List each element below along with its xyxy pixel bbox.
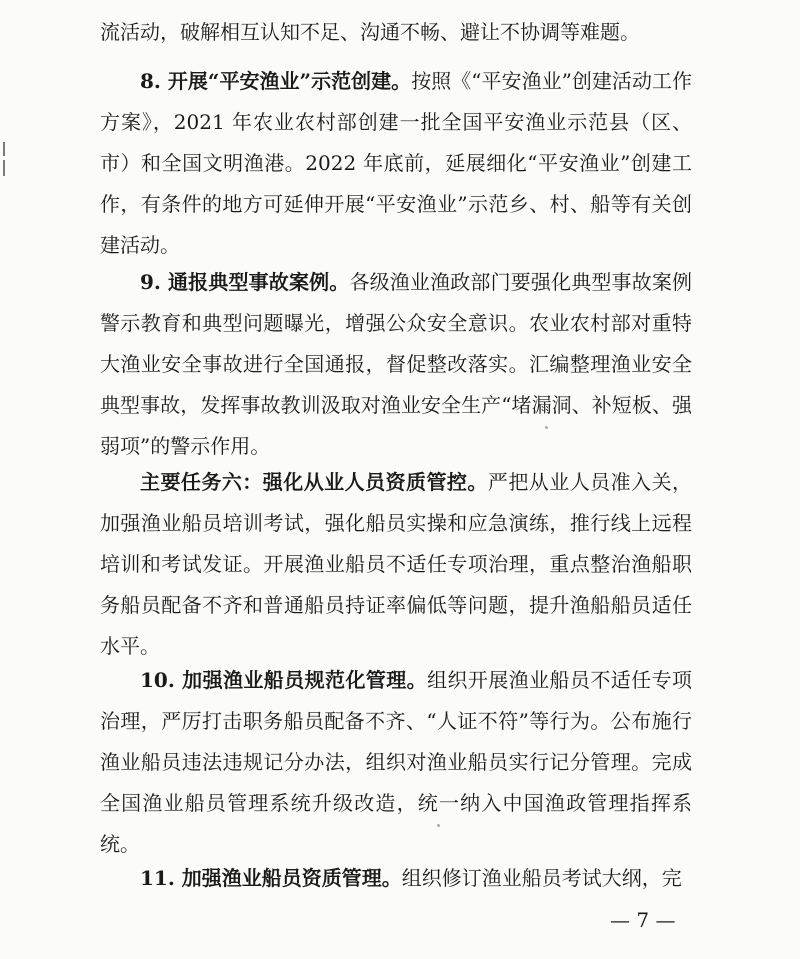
page-number: — 7 — bbox=[610, 908, 676, 932]
paragraph-body: 流活动，破解相互认知不足、沟通不畅、避让不协调等难题。 bbox=[100, 20, 640, 44]
scan-speck bbox=[545, 426, 548, 429]
paragraph-task-6 bbox=[100, 462, 692, 667]
paragraph-heading: 8. 开展“平安渔业”示范创建。 bbox=[140, 69, 412, 93]
paragraph-body: 按照《“平安渔业”创建活动工作方案》，2021 年农业农村部创建一批全国平安渔业示范县（区、市）和全国文明渔港。2022 年底前，延展细化“平安渔业”创建工作，有条件的地方可延伸开展“平安渔业”示范乡、村、船等有关创建活动。 bbox=[100, 69, 692, 257]
paragraph-heading: 11. 加强渔业船员资质管理。 bbox=[140, 866, 402, 890]
paragraph-item-10 bbox=[100, 660, 692, 865]
paragraph-heading: 9. 通报典型事故案例。 bbox=[140, 270, 350, 294]
scan-edge-mark bbox=[3, 160, 5, 176]
paragraph-item-11 bbox=[100, 858, 692, 899]
scan-edge-mark bbox=[3, 142, 5, 156]
paragraph-body: 组织修订渔业船员考试大纲，完 bbox=[401, 866, 682, 890]
paragraph-body: 严把从业人员准入关，加强渔业船员培训考试，强化船员实操和应急演练，推行线上远程培训和考试发证。开展渔业船员不适任专项治理，重点整治渔船职务船员配备不齐和普通船员持证率偏低等问题，提升渔船船员适任水平。 bbox=[100, 470, 693, 658]
paragraph-item-9 bbox=[100, 262, 692, 467]
paragraph-continuation bbox=[100, 12, 692, 53]
scan-speck bbox=[437, 824, 440, 827]
paragraph-body: 各级渔业渔政部门要强化典型事故案例警示教育和典型问题曝光，增强公众安全意识。农业农村部对重特大渔业安全事故进行全国通报，督促整改落实。汇编整理渔业安全典型事故，发挥事故教训汲取对渔业安全生产“堵漏洞、补短板、强弱项”的警示作用。 bbox=[100, 270, 693, 458]
paragraph-heading: 主要任务六：强化从业人员资质管控。 bbox=[140, 470, 488, 494]
paragraph-heading: 10. 加强渔业船员规范化管理。 bbox=[140, 668, 428, 692]
paragraph-body: 组织开展渔业船员不适任专项治理，严厉打击职务船员配备不齐、“人证不符”等行为。公布施行渔业船员违法违规记分办法，组织对渔业船员实行记分管理。完成全国渔业船员管理系统升级改造，统一纳入中国渔政管理指挥系统。 bbox=[100, 668, 693, 856]
paragraph-item-8 bbox=[100, 61, 692, 266]
